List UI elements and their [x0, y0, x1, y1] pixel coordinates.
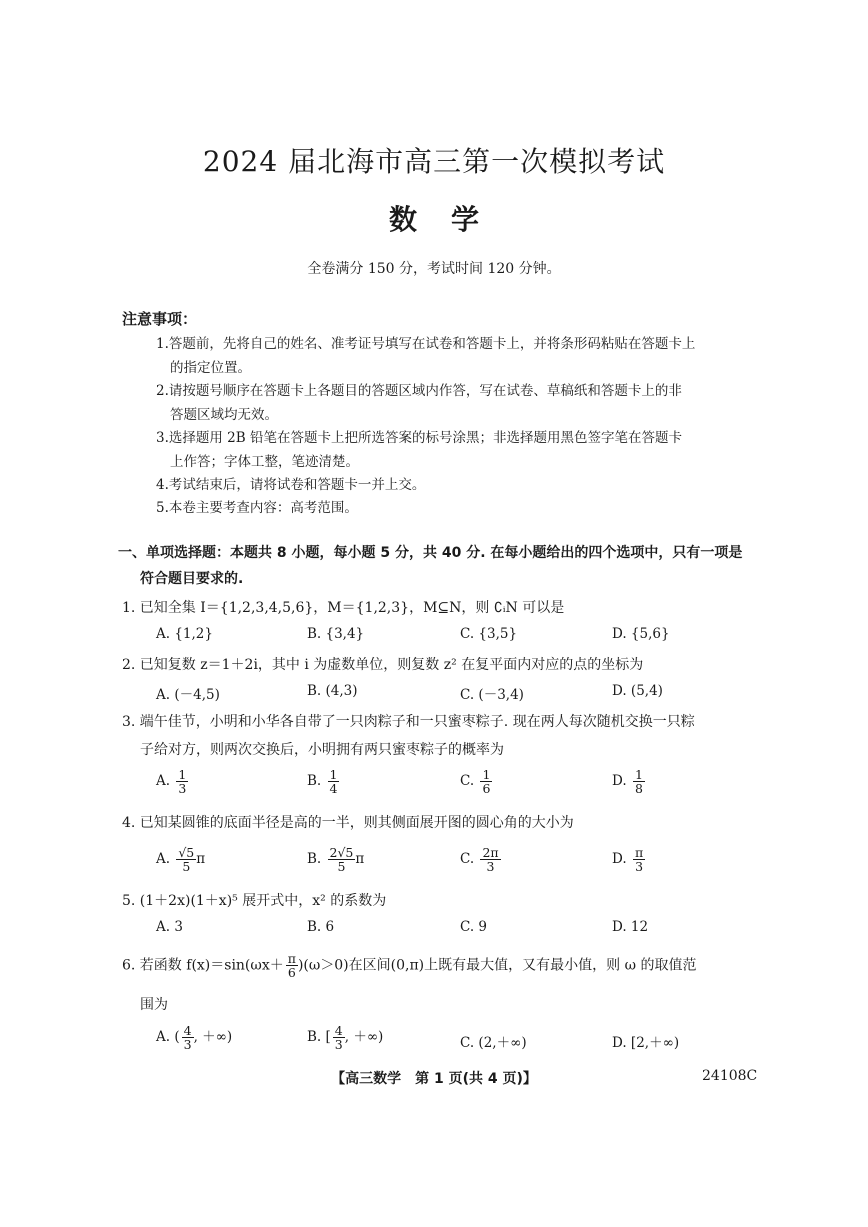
option-label: A.: [156, 851, 171, 868]
option-label: C.: [460, 851, 475, 868]
fraction: $\frac{1}{3}$: [178, 767, 187, 797]
fraction: $\frac{1}{6}$: [482, 767, 491, 797]
q4-option-a: A. $\frac{√5}{5}$ π: [156, 845, 206, 875]
option-label: D.: [612, 773, 627, 790]
subject-title: 数学: [388, 203, 513, 236]
q1-option-c: C. {3,5}: [460, 626, 518, 642]
q6-option-b: B. [ $\frac{4}{3}$ , ＋∞): [307, 1023, 384, 1053]
option-label: D.: [612, 851, 627, 868]
exam-meta: 全卷满分 150 分，考试时间 120 分钟。: [307, 261, 561, 277]
question-6-stem: 6. 若函数 f(x)＝sin(ωx＋ $\frac{\pi}{6}$ )(ω＞0)在区间(0,π)上既有最大值，又有最小值，则 ω 的取值范: [122, 951, 697, 981]
option-label: B.: [307, 773, 322, 790]
fraction: $\frac{√5}{5}$: [178, 845, 195, 875]
exam-title: 2024 届北海市高三第一次模拟考试: [202, 145, 666, 178]
option-label: A.: [156, 773, 171, 790]
question-4-stem: 4. 已知某圆锥的底面半径是高的一半，则其侧面展开图的圆心角的大小为: [122, 815, 574, 831]
fraction: $\frac{\pi}{3}$: [634, 845, 644, 875]
q2-option-b: B. (4,3): [307, 683, 358, 699]
question-3-stem-cont: 子给对方，则两次交换后，小明拥有两只蜜枣粽子的概率为: [140, 742, 504, 758]
q6-option-c: C. (2,＋∞): [460, 1035, 527, 1051]
q3-option-a: [156, 768, 188, 795]
q1-option-a: A. {1,2}: [156, 626, 213, 642]
fraction: $\frac{\pi}{6}$: [287, 951, 296, 981]
note-line: 的指定位置。: [170, 360, 251, 376]
note-line: 2.请按题号顺序在答题卡上各题目的答题区域内作答，写在试卷、草稿纸和答题卡上的非: [156, 383, 682, 399]
q5-option-b: B. 6: [307, 919, 335, 935]
note-line: 4.考试结束后，请将试卷和答题卡一并上交。: [156, 477, 426, 493]
paper-code: 24108C: [702, 1068, 758, 1084]
page-footer: 【高三数学 第 1 页(共 4 页)】: [331, 1071, 537, 1087]
q4-option-d: [612, 846, 645, 873]
note-line: 上作答；字体工整，笔迹清楚。: [170, 454, 359, 470]
q3-option-b: [307, 768, 339, 795]
option-label: C.: [460, 773, 475, 790]
fraction: $\frac{1}{4}$: [329, 767, 338, 797]
q1-option-d: D. {5,6}: [612, 626, 670, 642]
q6-option-a: A. ( $\frac{4}{3}$ , ＋∞): [156, 1023, 233, 1053]
note-line: 答题区域均无效。: [170, 407, 278, 423]
q1-option-b: B. {3,4}: [307, 626, 365, 642]
fraction: $\frac{2√5}{5}$: [329, 845, 354, 875]
fraction: $\frac{4}{3}$: [334, 1023, 343, 1053]
question-5-stem: 5. (1＋2x)(1＋x)⁵ 展开式中，x² 的系数为: [122, 893, 387, 909]
q2-option-a: A. (－4,5): [156, 687, 220, 703]
note-line: 1.答题前，先将自己的姓名、准考证号填写在试卷和答题卡上，并将条形码粘贴在答题卡上: [156, 336, 696, 352]
option-label: B.: [307, 851, 322, 868]
q4-option-b: B. $\frac{2√5}{5}$ π: [307, 845, 365, 875]
fraction: $\frac{1}{8}$: [634, 767, 643, 797]
q3-option-d: [612, 768, 645, 795]
q4-option-c: [460, 846, 501, 873]
section-heading-cont: 符合题目要求的.: [140, 571, 244, 587]
section-heading: 一、单项选择题：本题共 8 小题，每小题 5 分，共 40 分. 在每小题给出的四个选项中，只有一项是: [118, 545, 743, 561]
q2-option-d: D. (5,4): [612, 683, 663, 699]
fraction: $\frac{4}{3}$: [183, 1023, 192, 1053]
q5-option-a: A. 3: [156, 919, 183, 935]
q2-option-c: C. (－3,4): [460, 687, 524, 703]
fraction: $\frac{2\pi}{3}$: [482, 845, 499, 875]
q5-option-d: D. 12: [612, 919, 649, 935]
question-1-stem: 1. 已知全集 I＝{1,2,3,4,5,6}，M＝{1,2,3}，M⊆N，则 ∁ᵢN 可以是: [122, 600, 565, 616]
question-6-stem-cont: 围为: [140, 997, 168, 1013]
q3-option-c: [460, 768, 492, 795]
notes-heading: 注意事项：: [122, 310, 198, 328]
note-line: 3.选择题用 2B 铅笔在答题卡上把所选答案的标号涂黑；非选择题用黑色签字笔在答题卡: [156, 430, 682, 446]
question-2-stem: 2. 已知复数 z＝1＋2i，其中 i 为虚数单位，则复数 z² 在复平面内对应的点的坐标为: [122, 657, 644, 673]
question-3-stem: 3. 端午佳节，小明和小华各自带了一只肉粽子和一只蜜枣粽子. 现在两人每次随机交换一只粽: [122, 714, 695, 730]
note-line: 5.本卷主要考查内容：高考范围。: [156, 500, 358, 516]
q6-option-d: D. [2,＋∞): [612, 1035, 680, 1051]
q5-option-c: C. 9: [460, 919, 488, 935]
